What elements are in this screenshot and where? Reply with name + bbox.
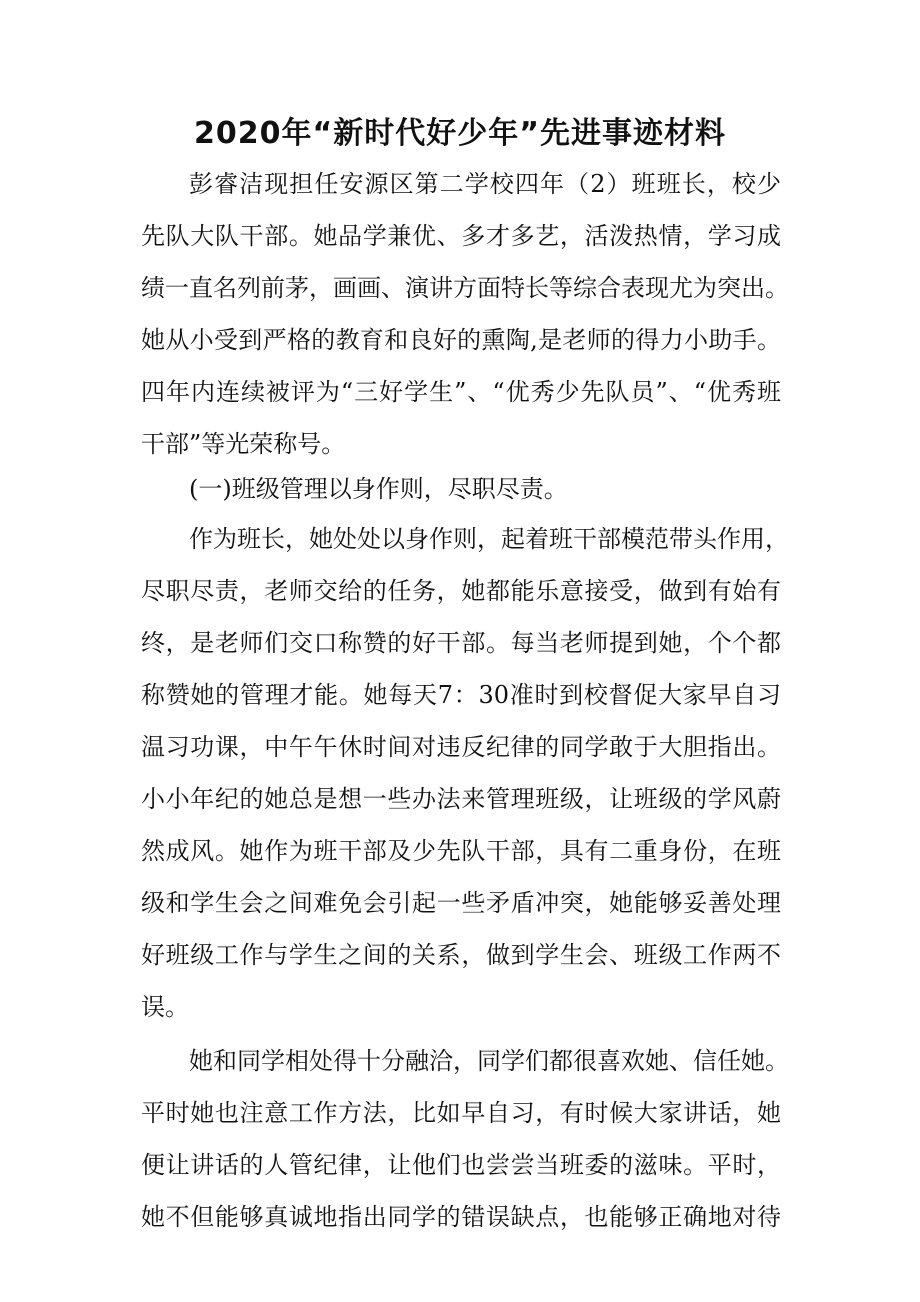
paragraph-line: 级和学生会之间难免会引起一些矛盾冲突，她能够妥善处理: [141, 889, 781, 917]
page-title: 2020年“新时代好少年”先进事迹材料: [194, 116, 726, 151]
paragraph-line: 绩一直名列前茅，画画、演讲方面特长等综合表现尤为突出。: [141, 274, 789, 302]
paragraph-line: 尽职尽责，老师交给的任务，她都能乐意接受，做到有始有: [141, 577, 781, 605]
paragraph-line: 她和同学相处得十分融洽，同学们都很喜欢她、信任她。: [189, 1047, 789, 1075]
paragraph-line: 作为班长，她处处以身作则，起着班干部模范带头作用，: [189, 525, 789, 553]
paragraph-line: 好班级工作与学生之间的关系，做到学生会、班级工作两不: [141, 941, 781, 969]
paragraph-line: 温习功课，中午午休时间对违反纪律的同学敢于大胆指出。: [141, 733, 781, 761]
paragraph-line: 她不但能够真诚地指出同学的错误缺点，也能够正确地对待: [141, 1203, 781, 1231]
section-heading: (一)班级管理以身作则，尽职尽责。: [189, 475, 568, 503]
paragraph-line: 她从小受到严格的教育和良好的熏陶,是老师的得力小助手。: [141, 326, 781, 354]
paragraph-line: 平时她也注意工作方法，比如早自习，有时候大家讲话，她: [141, 1099, 781, 1127]
paragraph-line: 称赞她的管理才能。她每天7：30准时到校督促大家早自习: [141, 681, 781, 709]
paragraph-line: 便让讲话的人管纪律，让他们也尝尝当班委的滋味。平时，: [141, 1151, 781, 1179]
paragraph-line: 终，是老师们交口称赞的好干部。每当老师提到她，个个都: [141, 629, 781, 657]
paragraph-line: 先队大队干部。她品学兼优、多才多艺，活泼热情，学习成: [141, 222, 781, 250]
paragraph-line: 小小年纪的她总是想一些办法来管理班级，让班级的学风蔚: [141, 785, 781, 813]
paragraph-line: 四年内连续被评为“三好学生”、“优秀少先队员”、“优秀班: [141, 378, 781, 406]
paragraph-line: 误。: [141, 993, 189, 1021]
paragraph-line: 然成风。她作为班干部及少先队干部，具有二重身份，在班: [141, 837, 781, 865]
paragraph-line: 彭睿洁现担任安源区第二学校四年（2）班班长，校少: [189, 170, 781, 198]
paragraph-line: 干部”等光荣称号。: [141, 430, 346, 458]
